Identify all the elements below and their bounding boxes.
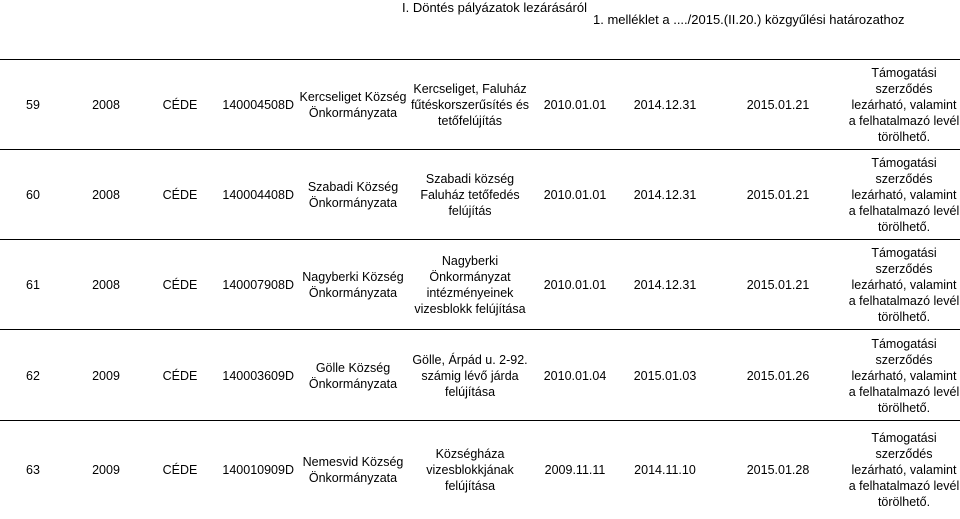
start-date-cell bbox=[536, 330, 614, 421]
end-date-cell-text: 2014.11.10 bbox=[634, 463, 696, 477]
decision-cell-text: Támogatási szerződés lezárható, valamint a felhatalmazó levél törölhető. bbox=[848, 336, 960, 415]
start-date-cell bbox=[536, 60, 614, 150]
row-number bbox=[20, 60, 46, 150]
report-date-cell bbox=[738, 150, 818, 240]
year-cell-text: 2009 bbox=[92, 368, 120, 383]
applicant-cell-text: Nagyberki Község Önkormányzata bbox=[302, 270, 404, 300]
program-cell bbox=[155, 150, 205, 240]
end-date-cell bbox=[625, 240, 705, 330]
decision-cell bbox=[848, 330, 960, 421]
project-code-cell bbox=[212, 150, 294, 240]
program-cell bbox=[155, 240, 205, 330]
project-title-cell-text: Gölle, Árpád u. 2-92. számig lévő járda felújítása bbox=[412, 352, 528, 399]
project-title-cell bbox=[406, 421, 534, 519]
end-date-cell bbox=[625, 60, 705, 150]
year-cell-text: 2009 bbox=[92, 463, 120, 477]
row-number bbox=[20, 421, 46, 519]
applicant-cell bbox=[298, 150, 408, 240]
table-row bbox=[0, 421, 960, 519]
end-date-cell-text: 2014.12.31 bbox=[633, 278, 697, 292]
annex-reference: 1. melléklet a ..../2015.(II.20.) közgyűlési határozathoz bbox=[593, 12, 905, 27]
project-code-cell bbox=[212, 330, 294, 421]
row-number-text: 63 bbox=[26, 463, 40, 477]
program-cell-text: CÉDE bbox=[162, 188, 198, 202]
row-number-text: 59 bbox=[26, 98, 40, 112]
report-date-cell bbox=[738, 330, 818, 421]
project-code-cell bbox=[212, 240, 294, 330]
page-title: I. Döntés pályázatok lezárásáról bbox=[402, 0, 587, 15]
program-cell-text: CÉDE bbox=[162, 463, 198, 477]
report-date-cell-text: 2015.01.21 bbox=[746, 188, 810, 202]
row-separator bbox=[0, 420, 960, 421]
report-date-cell bbox=[738, 421, 818, 519]
project-title-cell-text: Kercseliget, Faluház fűtéskorszerűsítés és tetőfelújítás bbox=[410, 82, 530, 128]
table-row bbox=[0, 150, 960, 240]
end-date-cell-text: 2014.12.31 bbox=[633, 98, 697, 112]
start-date-cell bbox=[536, 150, 614, 240]
decision-cell-text: Támogatási szerződés lezárható, valamint a felhatalmazó levél törölhető. bbox=[848, 156, 960, 234]
decision-cell-text: Támogatási szerződés lezárható, valamint a felhatalmazó levél törölhető. bbox=[848, 431, 960, 509]
start-date-cell-text: 2010.01.04 bbox=[543, 368, 607, 383]
project-code-cell bbox=[212, 60, 294, 150]
decision-cell bbox=[848, 240, 960, 330]
applicant-cell bbox=[298, 421, 408, 519]
project-title-cell bbox=[406, 240, 534, 330]
report-date-cell-text: 2015.01.26 bbox=[746, 368, 810, 383]
start-date-cell-text: 2010.01.01 bbox=[543, 278, 607, 292]
applicant-cell-text: Nemesvid Község Önkormányzata bbox=[302, 455, 404, 485]
project-code-cell-text: 140007908D bbox=[222, 278, 294, 292]
year-cell-text: 2008 bbox=[92, 188, 120, 202]
decision-cell bbox=[848, 421, 960, 519]
table-row bbox=[0, 240, 960, 330]
year-cell bbox=[86, 330, 126, 421]
report-date-cell bbox=[738, 240, 818, 330]
start-date-cell bbox=[536, 421, 614, 519]
row-separator bbox=[0, 329, 960, 330]
row-number bbox=[20, 150, 46, 240]
applicant-cell bbox=[298, 240, 408, 330]
decision-cell-text: Támogatási szerződés lezárható, valamint a felhatalmazó levél törölhető. bbox=[848, 246, 960, 324]
end-date-cell bbox=[625, 330, 705, 421]
table-row bbox=[0, 60, 960, 150]
project-code-cell-text: 140003609D bbox=[222, 368, 294, 383]
year-cell bbox=[86, 150, 126, 240]
program-cell bbox=[155, 330, 205, 421]
row-separator bbox=[0, 239, 960, 240]
end-date-cell bbox=[625, 421, 705, 519]
report-date-cell-text: 2015.01.28 bbox=[746, 463, 810, 477]
project-code-cell-text: 140004408D bbox=[222, 188, 294, 202]
year-cell-text: 2008 bbox=[92, 278, 120, 292]
project-title-cell-text: Községháza vizesblokkjának felújítása bbox=[426, 447, 514, 493]
end-date-cell bbox=[625, 150, 705, 240]
row-number-text: 61 bbox=[26, 278, 40, 292]
project-code-cell-text: 140004508D bbox=[222, 98, 294, 112]
applicant-cell bbox=[298, 60, 408, 150]
project-code-cell-text: 140010909D bbox=[222, 463, 294, 477]
row-number bbox=[20, 240, 46, 330]
report-date-cell bbox=[738, 60, 818, 150]
start-date-cell bbox=[536, 240, 614, 330]
year-cell bbox=[86, 421, 126, 519]
program-cell-text: CÉDE bbox=[162, 98, 198, 112]
decision-cell-text: Támogatási szerződés lezárható, valamint a felhatalmazó levél törölhető. bbox=[848, 66, 960, 144]
applicant-cell-text: Szabadi Község Önkormányzata bbox=[307, 180, 399, 210]
row-number-text: 62 bbox=[26, 368, 40, 383]
program-cell bbox=[155, 60, 205, 150]
year-cell bbox=[86, 60, 126, 150]
project-title-cell-text: Nagyberki Önkormányzat intézményeinek vizesblokk felújítása bbox=[414, 254, 526, 316]
project-title-cell bbox=[406, 150, 534, 240]
report-date-cell-text: 2015.01.21 bbox=[746, 98, 810, 112]
program-cell-text: CÉDE bbox=[162, 278, 198, 292]
year-cell-text: 2008 bbox=[92, 98, 120, 112]
end-date-cell-text: 2014.12.31 bbox=[633, 188, 697, 202]
applicant-cell-text: Kercseliget Község Önkormányzata bbox=[299, 90, 407, 120]
year-cell bbox=[86, 240, 126, 330]
start-date-cell-text: 2009.11.11 bbox=[544, 463, 606, 477]
decision-cell bbox=[848, 150, 960, 240]
decision-cell bbox=[848, 60, 960, 150]
start-date-cell-text: 2010.01.01 bbox=[543, 98, 607, 112]
project-code-cell bbox=[212, 421, 294, 519]
project-title-cell bbox=[406, 60, 534, 150]
row-separator bbox=[0, 149, 960, 150]
applicant-cell bbox=[298, 330, 408, 421]
program-cell-text: CÉDE bbox=[162, 368, 198, 383]
row-number-text: 60 bbox=[26, 188, 40, 202]
start-date-cell-text: 2010.01.01 bbox=[543, 188, 607, 202]
program-cell bbox=[155, 421, 205, 519]
applicant-cell-text: Gölle Község Önkormányzata bbox=[308, 360, 398, 391]
project-title-cell bbox=[406, 330, 534, 421]
row-number bbox=[20, 330, 46, 421]
end-date-cell-text: 2015.01.03 bbox=[633, 368, 697, 383]
table-row bbox=[0, 330, 960, 421]
project-title-cell-text: Szabadi község Faluház tetőfedés felújítás bbox=[420, 172, 520, 218]
report-date-cell-text: 2015.01.21 bbox=[746, 278, 810, 292]
